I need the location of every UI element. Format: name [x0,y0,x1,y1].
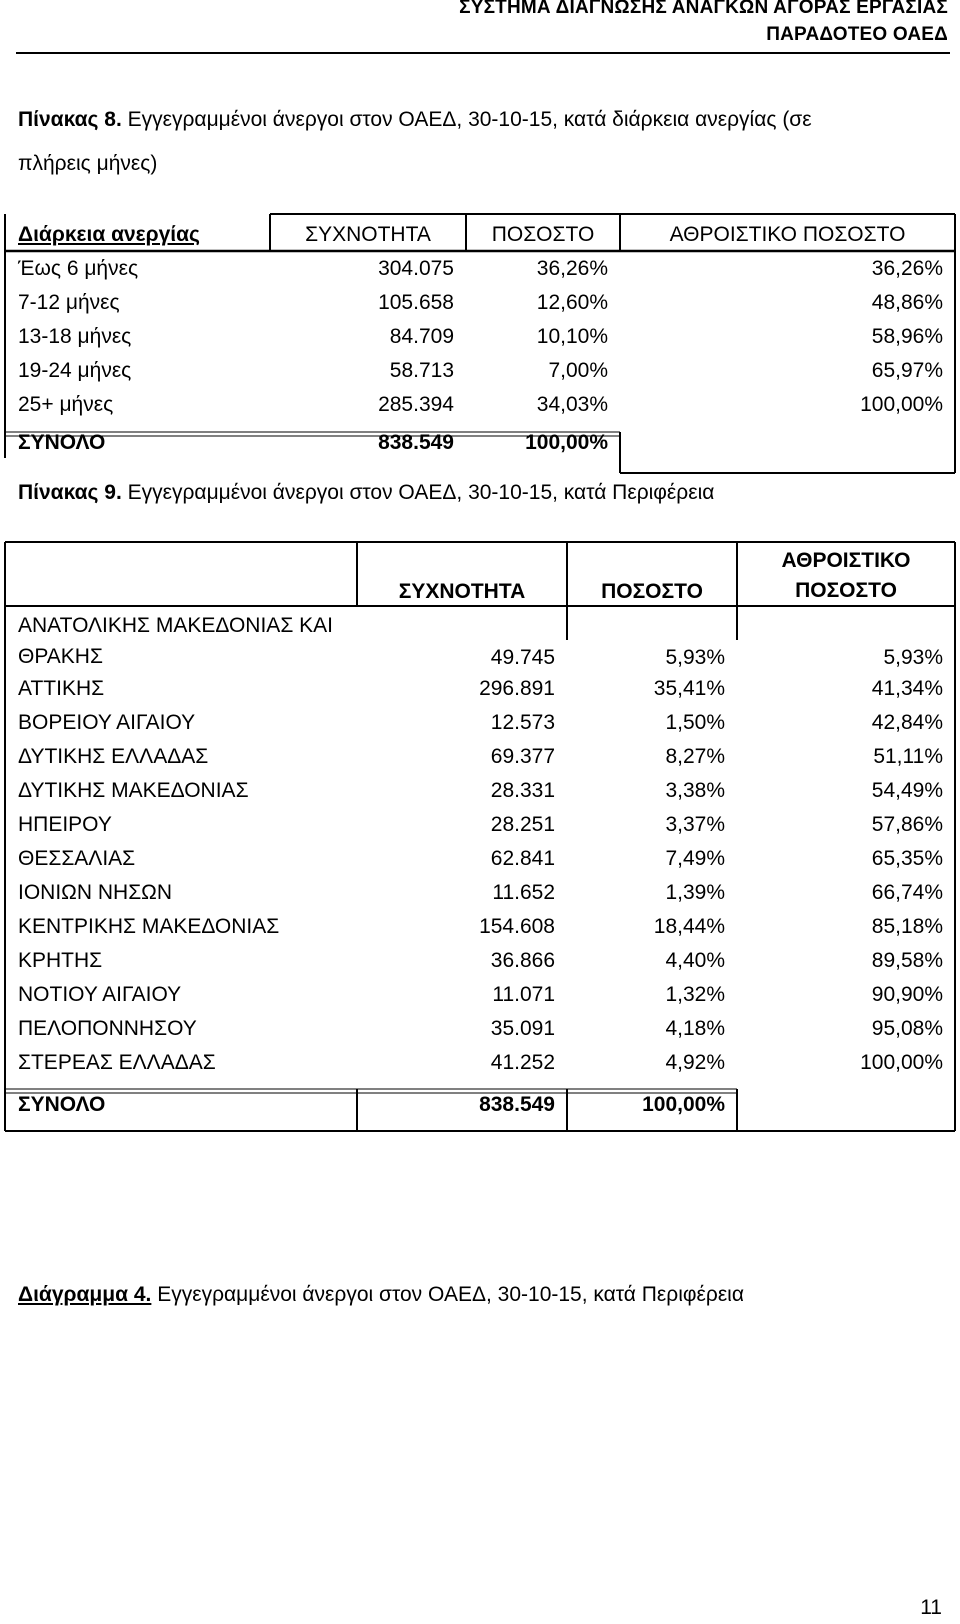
document-header-title: ΣΥΣΤΗΜΑ ΔΙΑΓΝΩΣΗΣ ΑΝΑΓΚΩΝ ΑΓΟΡΑΣ ΕΡΓΑΣΙΑΣ [459,0,948,18]
row-frequency: 62.841 [490,847,555,870]
row-label: 19-24 μήνες [18,359,132,382]
row-label-line2: ΘΡΑΚΗΣ [18,645,103,668]
table9-header-cumulative-line1: ΑΘΡΟΙΣΤΙΚΟ [781,549,911,572]
row-percentage: 3,38% [665,779,725,802]
row-label: 25+ μήνες [18,393,114,416]
table8-caption-continued: πλήρεις μήνες) [18,152,158,175]
table8-header-percentage: ΠΟΣΟΣΤΟ [491,223,595,246]
table9-total-row [6,1080,955,1126]
row-percentage: 4,92% [665,1051,725,1074]
row-frequency: 36.866 [490,949,555,972]
row-label: ΘΕΣΣΑΛΙΑΣ [18,847,136,870]
row-cumulative: 100,00% [860,1051,943,1074]
table9-header-percentage: ΠΟΣΟΣΤΟ [601,580,703,603]
row-label: ΣΤΕΡΕΑΣ ΕΛΛΑΔΑΣ [18,1051,216,1074]
row-percentage: 12,60% [536,291,608,314]
row-cumulative: 41,34% [871,677,943,700]
table9-header-cumulative [737,546,955,606]
table8-caption-text: Εγγεγραμμένοι άνεργοι στον ΟΑΕΔ, 30-10-15, κατά διάρκεια ανεργίας (σε [121,108,812,131]
row-cumulative: 42,84% [871,711,943,734]
row-label: ΠΕΛΟΠΟΝΝΗΣΟΥ [18,1017,197,1040]
row-percentage: 3,37% [665,813,725,836]
row-frequency: 49.745 [490,646,555,669]
row-percentage: 18,44% [653,915,725,938]
row-cumulative: 65,97% [871,359,943,382]
row-label: ΗΠΕΙΡΟΥ [18,813,112,836]
table9-header-blank [6,546,357,606]
row-label: 13-18 μήνες [18,325,132,348]
row-cumulative: 90,90% [871,983,943,1006]
table-row [6,252,955,286]
row-frequency: 304.075 [378,257,454,280]
total-frequency: 838.549 [378,431,454,454]
document-header-subtitle: ΠΑΡΑΔΟΤΕΟ ΟΑΕΔ [766,24,948,45]
row-cumulative: 58,96% [871,325,943,348]
table8-unemployment-duration [6,218,955,464]
row-percentage: 7,49% [665,847,725,870]
row-label: ΒΟΡΕΙΟΥ ΑΙΓΑΙΟΥ [18,711,196,734]
row-label: ΙΟΝΙΩΝ ΝΗΣΩΝ [18,881,173,904]
table9-header-row [6,546,955,606]
row-cumulative: 51,11% [873,745,943,768]
row-percentage: 4,40% [665,949,725,972]
table-row [6,1046,955,1080]
total-empty-cell [737,1080,955,1126]
table-row [6,320,955,354]
row-frequency: 285.394 [378,393,454,416]
row-cumulative: 57,86% [871,813,943,836]
row-frequency: 12.573 [490,711,555,734]
table-row [6,876,955,910]
total-percentage: 100,00% [525,431,608,454]
row-cumulative: 100,00% [860,393,943,416]
row-cumulative: 66,74% [871,881,943,904]
row-cumulative: 36,26% [871,257,943,280]
table-row [6,944,955,978]
row-percentage: 34,03% [536,393,608,416]
diagram4-caption [18,1284,744,1305]
row-percentage: 5,93% [665,646,725,669]
row-percentage: 1,32% [665,983,725,1006]
row-percentage: 36,26% [536,257,608,280]
total-empty-cell [620,422,955,464]
total-percentage: 100,00% [642,1093,725,1116]
row-label: ΔΥΤΙΚΗΣ ΜΑΚΕΔΟΝΙΑΣ [18,779,249,802]
row-cumulative: 95,08% [871,1017,943,1040]
row-frequency: 28.331 [490,779,555,802]
table9-unemployment-by-region [6,546,955,1126]
table-row [6,286,955,320]
table8-total-row [6,422,955,464]
page-number: 11 [920,1596,942,1619]
total-frequency: 838.549 [479,1093,555,1116]
table8-header-row [6,218,955,252]
table8-header-cumulative: ΑΘΡΟΙΣΤΙΚΟ ΠΟΣΟΣΤΟ [669,223,906,246]
row-cumulative: 5,93% [883,646,943,669]
row-percentage: 8,27% [665,745,725,768]
row-cumulative: 54,49% [871,779,943,802]
row-percentage: 1,39% [665,881,725,904]
row-label: ΚΕΝΤΡΙΚΗΣ ΜΑΚΕΔΟΝΙΑΣ [18,915,280,938]
row-label: ΝΟΤΙΟΥ ΑΙΓΑΙΟΥ [18,983,182,1006]
table-row [6,978,955,1012]
table-row [6,740,955,774]
row-label: Έως 6 μήνες [18,257,139,280]
row-percentage: 10,10% [536,325,608,348]
row-frequency: 154.608 [479,915,555,938]
row-percentage: 4,18% [665,1017,725,1040]
table8-header-frequency: ΣΥΧΝΟΤΗΤΑ [305,223,431,246]
diagram4-caption-text: Εγγεγραμμένοι άνεργοι στον ΟΑΕΔ, 30-10-15, κατά Περιφέρεια [151,1283,744,1306]
table-row [6,910,955,944]
table-row [6,706,955,740]
row-frequency: 35.091 [490,1017,555,1040]
row-cumulative: 48,86% [871,291,943,314]
row-frequency: 28.251 [490,813,555,836]
row-frequency: 41.252 [490,1051,555,1074]
table8-caption-label: Πίνακας 8. [18,108,122,131]
row-frequency: 58.713 [389,359,454,382]
table-row [6,354,955,388]
table9-caption [18,482,714,503]
table-row [6,808,955,842]
row-frequency: 105.658 [378,291,454,314]
table9-caption-text: Εγγεγραμμένοι άνεργοι στον ΟΑΕΔ, 30-10-15, κατά Περιφέρεια [121,481,715,504]
row-label: 7-12 μήνες [18,291,120,314]
row-frequency: 11.652 [492,881,555,904]
table9-header-cumulative-line2: ΠΟΣΟΣΤΟ [795,579,897,602]
total-label: ΣΥΝΟΛΟ [18,431,106,454]
table-row [6,842,955,876]
table9-header-frequency: ΣΥΧΝΟΤΗΤΑ [398,580,526,603]
table8-header-duration: Διάρκεια ανεργίας [18,223,200,246]
table-row [6,1012,955,1046]
table-row [6,388,955,422]
table-row [6,606,955,672]
row-frequency: 69.377 [490,745,555,768]
row-frequency: 84.709 [389,325,454,348]
row-cumulative: 89,58% [871,949,943,972]
row-percentage: 35,41% [653,677,725,700]
total-label: ΣΥΝΟΛΟ [18,1093,106,1116]
table-row [6,774,955,808]
row-percentage: 1,50% [665,711,725,734]
row-frequency: 11.071 [492,983,555,1006]
table9-caption-label: Πίνακας 9. [18,481,122,504]
row-cumulative: 65,35% [871,847,943,870]
row-label: ΑΤΤΙΚΗΣ [18,677,105,700]
row-label: ΚΡΗΤΗΣ [18,949,103,972]
row-label [6,606,357,672]
row-label-line1: ΑΝΑΤΟΛΙΚΗΣ ΜΑΚΕΔΟΝΙΑΣ ΚΑΙ [18,614,333,637]
row-percentage: 7,00% [548,359,608,382]
row-cumulative: 85,18% [871,915,943,938]
table-row [6,672,955,706]
row-frequency: 296.891 [479,677,555,700]
row-label: ΔΥΤΙΚΗΣ ΕΛΛΑΔΑΣ [18,745,209,768]
diagram4-caption-label: Διάγραμμα 4. [18,1283,152,1306]
